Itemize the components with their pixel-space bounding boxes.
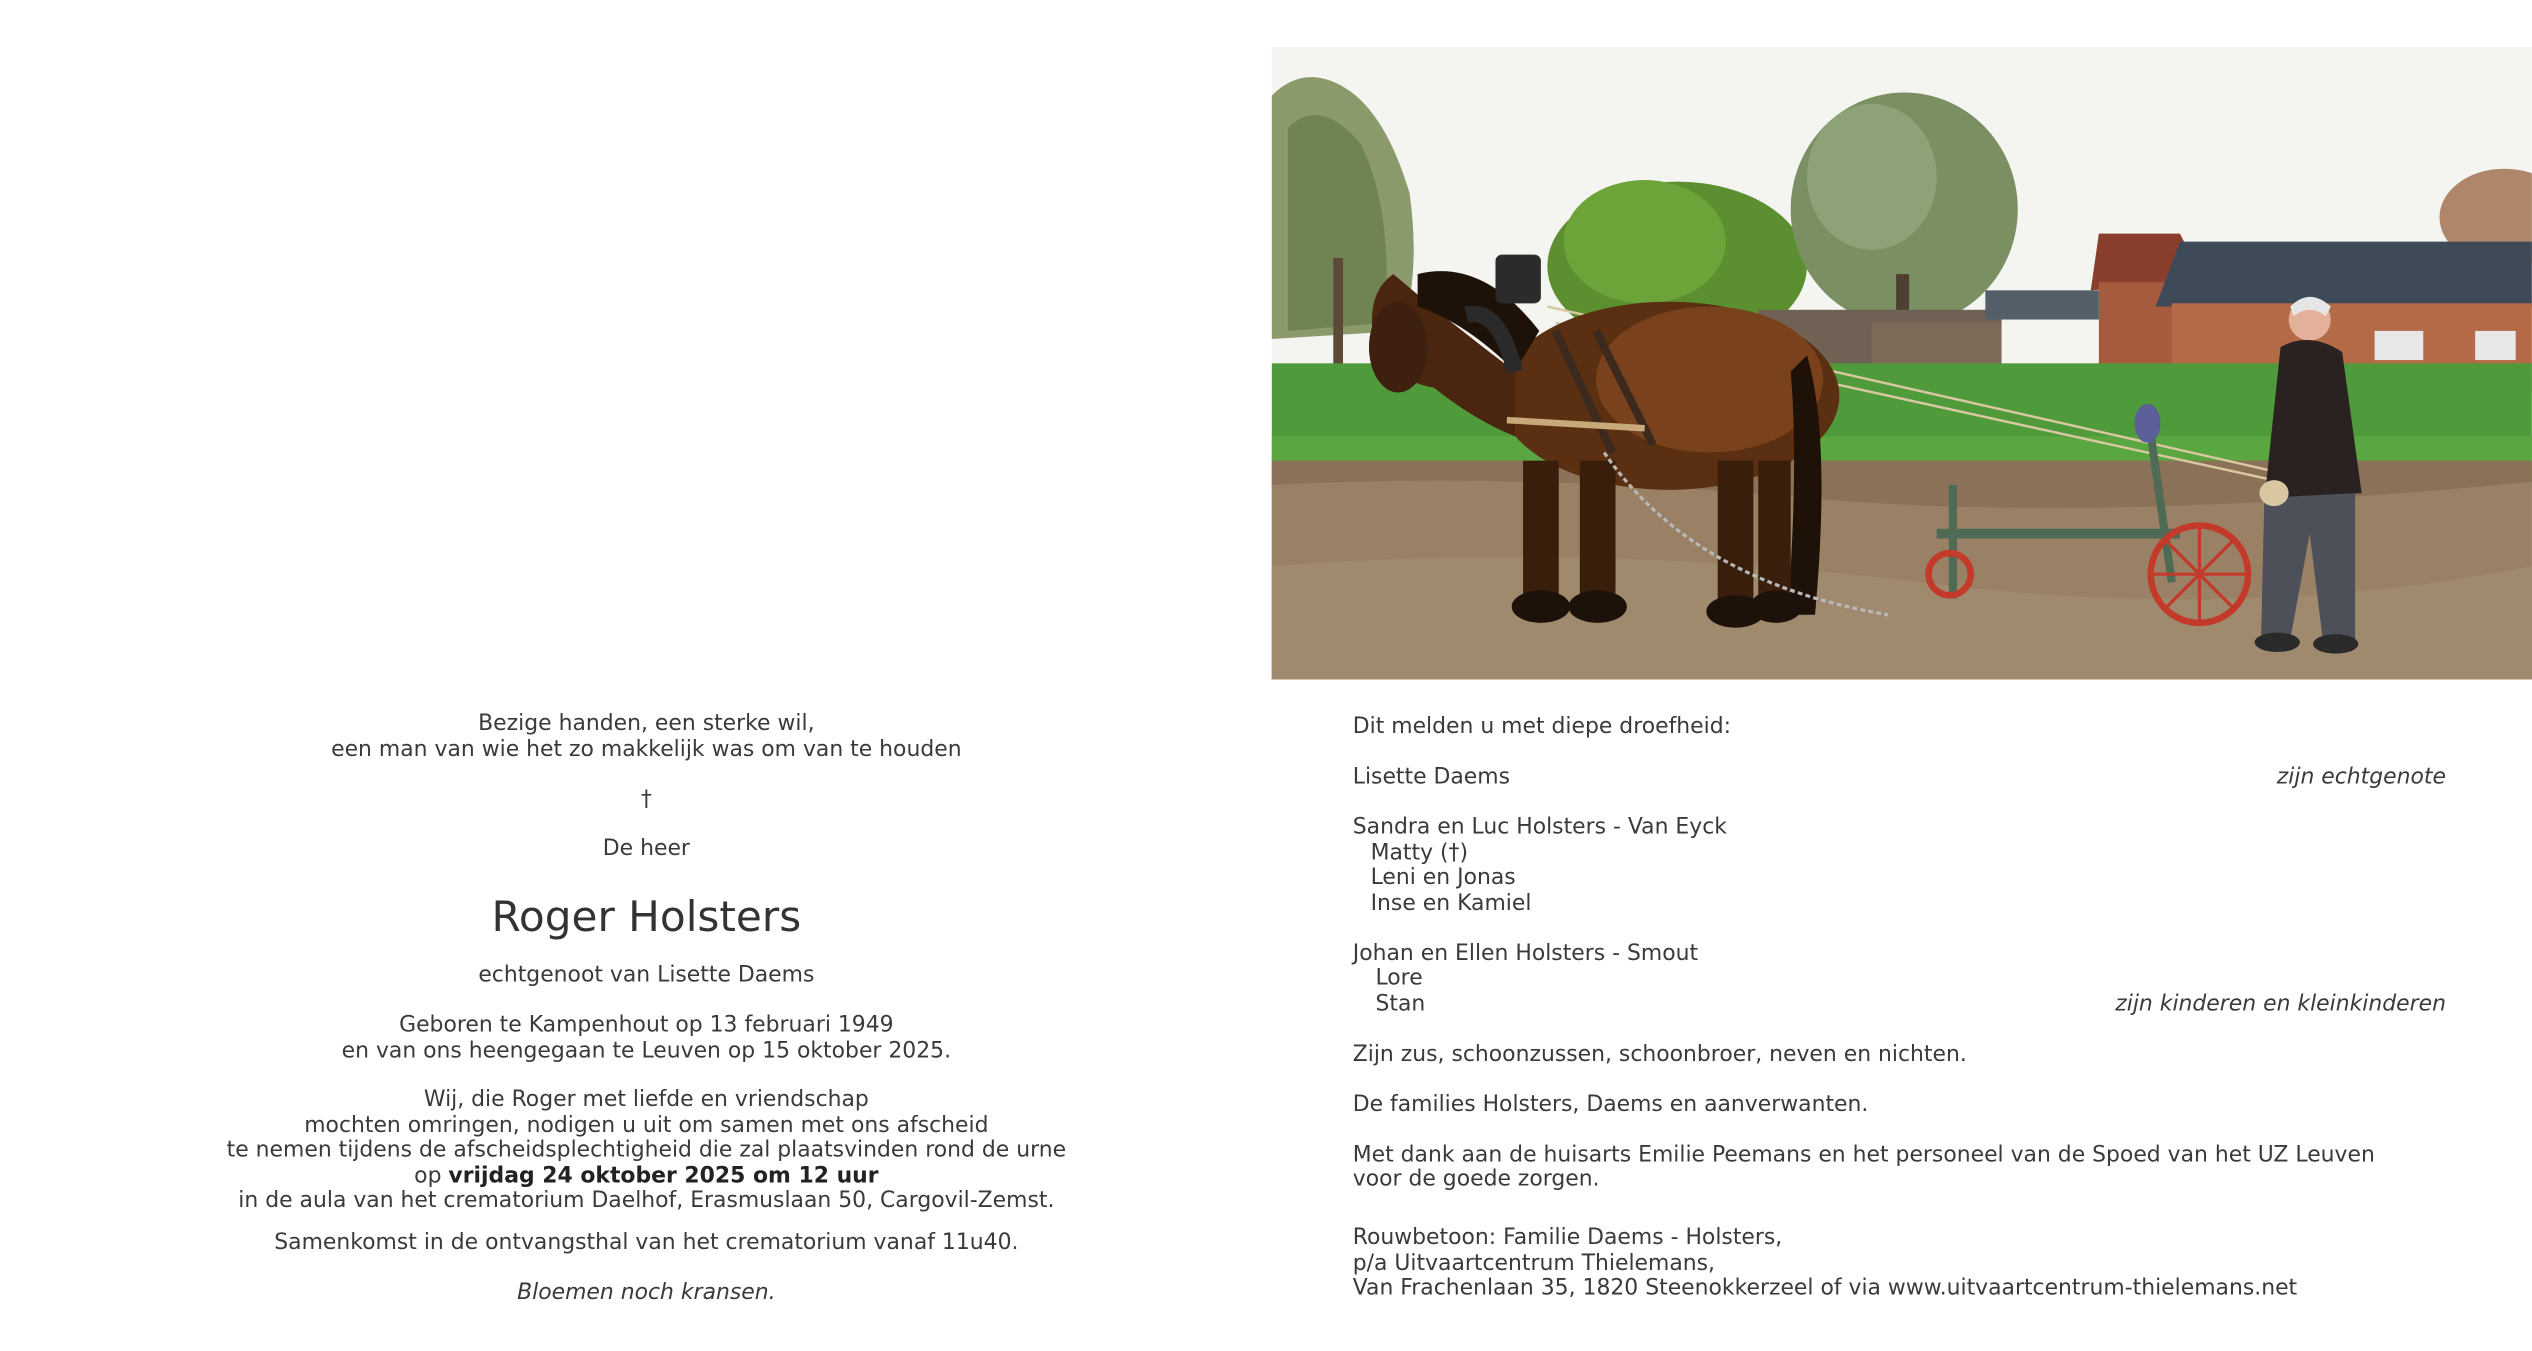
ceremony-date-line (0, 1164, 1293, 1189)
children-role: zijn kinderen en kleinkinderen (2115, 990, 2446, 1017)
invite-line-2: mochten omringen, nodigen u uit om samen met ons afscheid (304, 1111, 989, 1138)
poem-line-2: een man van wie het zo makkelijk was om van te houden (331, 735, 962, 762)
spouse-name: Lisette Daems (1352, 763, 1511, 790)
thanks-line-1: Met dank aan de huisarts Emilie Peemans en het personeel van de Spoed van het UZ Leuven (1352, 1141, 2375, 1168)
families-line: De families Holsters, Daems en aanverwanten. (1352, 1090, 1869, 1117)
gathering-line: Samenkomst in de ontvangsthal van het crematorium vanaf 11u40. (274, 1229, 1019, 1256)
salutation: De heer (602, 835, 690, 862)
siblings-line: Zijn zus, schoonzussen, schoonbroer, neven en nichten. (1352, 1040, 1967, 1067)
flowers-line: Bloemen noch kransen. (517, 1279, 776, 1306)
address-line-3: Van Frachenlaan 35, 1820 Steenokkerzeel of via www.uitvaartcentrum-thielemans.net (1352, 1274, 2298, 1301)
family2-child: Lore (1375, 965, 1423, 992)
died-line: en van ons heengegaan te Leuven op 15 oktober 2025. (341, 1037, 952, 1064)
intro-line: Dit melden u met diepe droefheid: (1352, 713, 1732, 740)
date-prefix: op (414, 1162, 449, 1189)
ceremony-date: vrijdag 24 oktober 2025 om 12 uur (448, 1162, 879, 1189)
thanks-line-2: voor de goede zorgen. (1352, 1166, 1600, 1193)
deceased-name: Roger Holsters (491, 893, 802, 943)
spouse-line: echtgenoot van Lisette Daems (478, 961, 815, 988)
poem-line-1: Bezige handen, een sterke wil, (478, 710, 815, 737)
invite-line-1: Wij, die Roger met liefde en vriendschap (423, 1086, 869, 1113)
family1-child: Inse en Kamiel (1370, 889, 1532, 916)
family1-child: Leni en Jonas (1370, 864, 1516, 891)
address-line-1: Rouwbetoon: Familie Daems - Holsters, (1352, 1224, 1783, 1251)
family2-head: Johan en Ellen Holsters - Smout (1352, 939, 1699, 966)
address-line-2: p/a Uitvaartcentrum Thielemans, (1352, 1249, 1716, 1276)
invite-line-3: te nemen tijdens de afscheidsplechtigheid die zal plaatsvinden rond de urne (226, 1137, 1067, 1163)
spouse-role: zijn echtgenote (2276, 763, 2446, 790)
family1-child: Matty (†) (1370, 839, 1469, 866)
born-line: Geboren te Kampenhout op 13 februari 1949 (399, 1012, 894, 1039)
portrait-photo (1272, 47, 2532, 680)
location-line: in de aula van het crematorium Daelhof, Erasmuslaan 50, Cargovil-Zemst. (238, 1187, 1055, 1214)
family1-head: Sandra en Luc Holsters - Van Eyck (1352, 814, 1727, 841)
family2-child: Stan (1375, 990, 1426, 1017)
cross-symbol: † (640, 786, 652, 813)
